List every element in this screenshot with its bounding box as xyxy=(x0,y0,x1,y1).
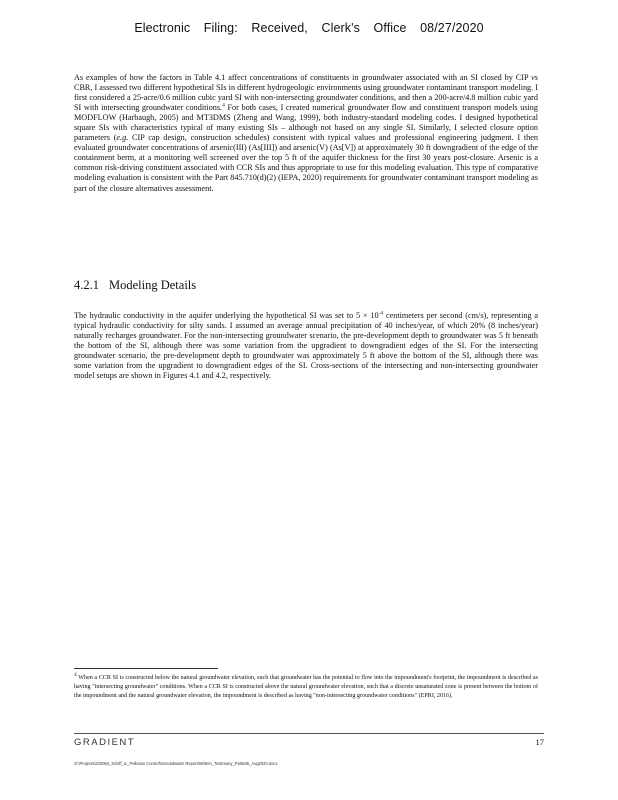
italic-eg: e.g. xyxy=(116,133,129,143)
footnote-reference[interactable]: 4 xyxy=(222,102,225,109)
filing-header: Electronic Filing: Received, Clerk's Office 08/27/2020 xyxy=(134,21,484,35)
footnote-divider xyxy=(74,668,218,669)
paragraph-text: CIP cap design, construction schedules) consistent with typical values and professional engineering judgment. I then evaluated groundwater concentrations of arsenic(III) (As[III]) and arsenic(V) (As[V]) at approximately 30 ft downgradient of the edge of the containment berm, at a monitoring well screened over the top 5 ft of the aquifer thickness for the first 30 years post-closure. Arsenic is a common risk-driving constituent associated with CCR SIs and thus appropriate to use for this modeling evaluation. This type of comparative modeling evaluation is consistent with the Part 845.710(d)(2) (IEPA, 2020) requirements for groundwater contaminant transport modeling as part of the closure alternatives assessment. xyxy=(74,133,538,193)
paragraph-modeling-examples xyxy=(74,73,538,194)
section-heading xyxy=(74,278,196,293)
file-path: G:\Projects\220084_Schiff_IL_Pollution Control\Groundwater Report\Written_Testimony_Part845_Aug2020.docx xyxy=(74,761,278,766)
section-title: Modeling Details xyxy=(109,278,197,292)
page-number: 17 xyxy=(535,737,544,747)
paragraph-text: CBR, I assessed two different hypothetical SIs in different hydrogeologic environments using groundwater contaminant transport modeling. I first considered a 25-acre/0.6 million cubic yard SI with non-intersecting groundwater conditions, and then a 200-acre/4.8 million cubic yard SI with intersecting groundwater conditions. xyxy=(74,83,538,113)
footnote xyxy=(74,671,538,702)
paragraph-text: For both cases, I created numerical groundwater flow and constituent transport models using MODFLOW (Harbaugh, 2005) and MT3DMS (Zheng and Wang, 1999), both industry-standard modeling codes. I designed hypothetical square SIs with characteristics typical of many existing SIs – although not based on any single SI. Similarly, I selected closure option parameters ( xyxy=(74,103,538,143)
footnote-marker: 4 xyxy=(74,671,77,678)
footnote-text: When a CCR SI is constructed below the natural groundwater elevation, such that groundwater has the potential to flow into the impoundment's footprint, the impoundment is described as having "intersecting groundwater" conditions. When a CCR SI is constructed above the natural groundwater elevation, such that a discrete unsaturated zone is present between the bottom of the impoundment and the natural groundwater elevation, the impoundment is described as having "non-intersecting groundwater conditions" (EPRI, 2016). xyxy=(74,675,538,700)
paragraph-text: As examples of how the factors in Table 4.1 affect concentrations of constituents in groundwater associated with an SI closed by CIP xyxy=(74,73,532,82)
paragraph-modeling-details xyxy=(74,311,538,381)
paragraph-text: The hydraulic conductivity in the aquifer underlying the hypothetical SI was set to 5 × 10 xyxy=(74,311,379,320)
italic-vs: vs xyxy=(531,73,538,82)
exponent: -4 xyxy=(378,310,384,317)
paragraph-text: centimeters per second (cm/s), representing a typical hydraulic conductivity for silty sands. I assumed an average annual precipitation of 40 inches/year, of which 20% (8 inches/year) naturally recharges groundwater. For the non-intersecting groundwater scenario, the pre-development depth to groundwater was 5 ft beneath the bottom of the SI, although there was some variation from the upgradient to downgradient edges of the SI. For the intersecting groundwater scenario, the pre-development depth to groundwater was approximately 5 ft above the bottom of the SI, although there was some variation from the upgradient to downgradient edges of the SI. Cross-sections of the intersecting and non-intersecting groundwater model setups are shown in Figures 4.1 and 4.2, respectively. xyxy=(74,311,538,381)
footer-divider xyxy=(74,733,544,734)
company-logo: GRADIENT xyxy=(74,737,136,748)
section-number: 4.2.1 xyxy=(74,278,99,292)
